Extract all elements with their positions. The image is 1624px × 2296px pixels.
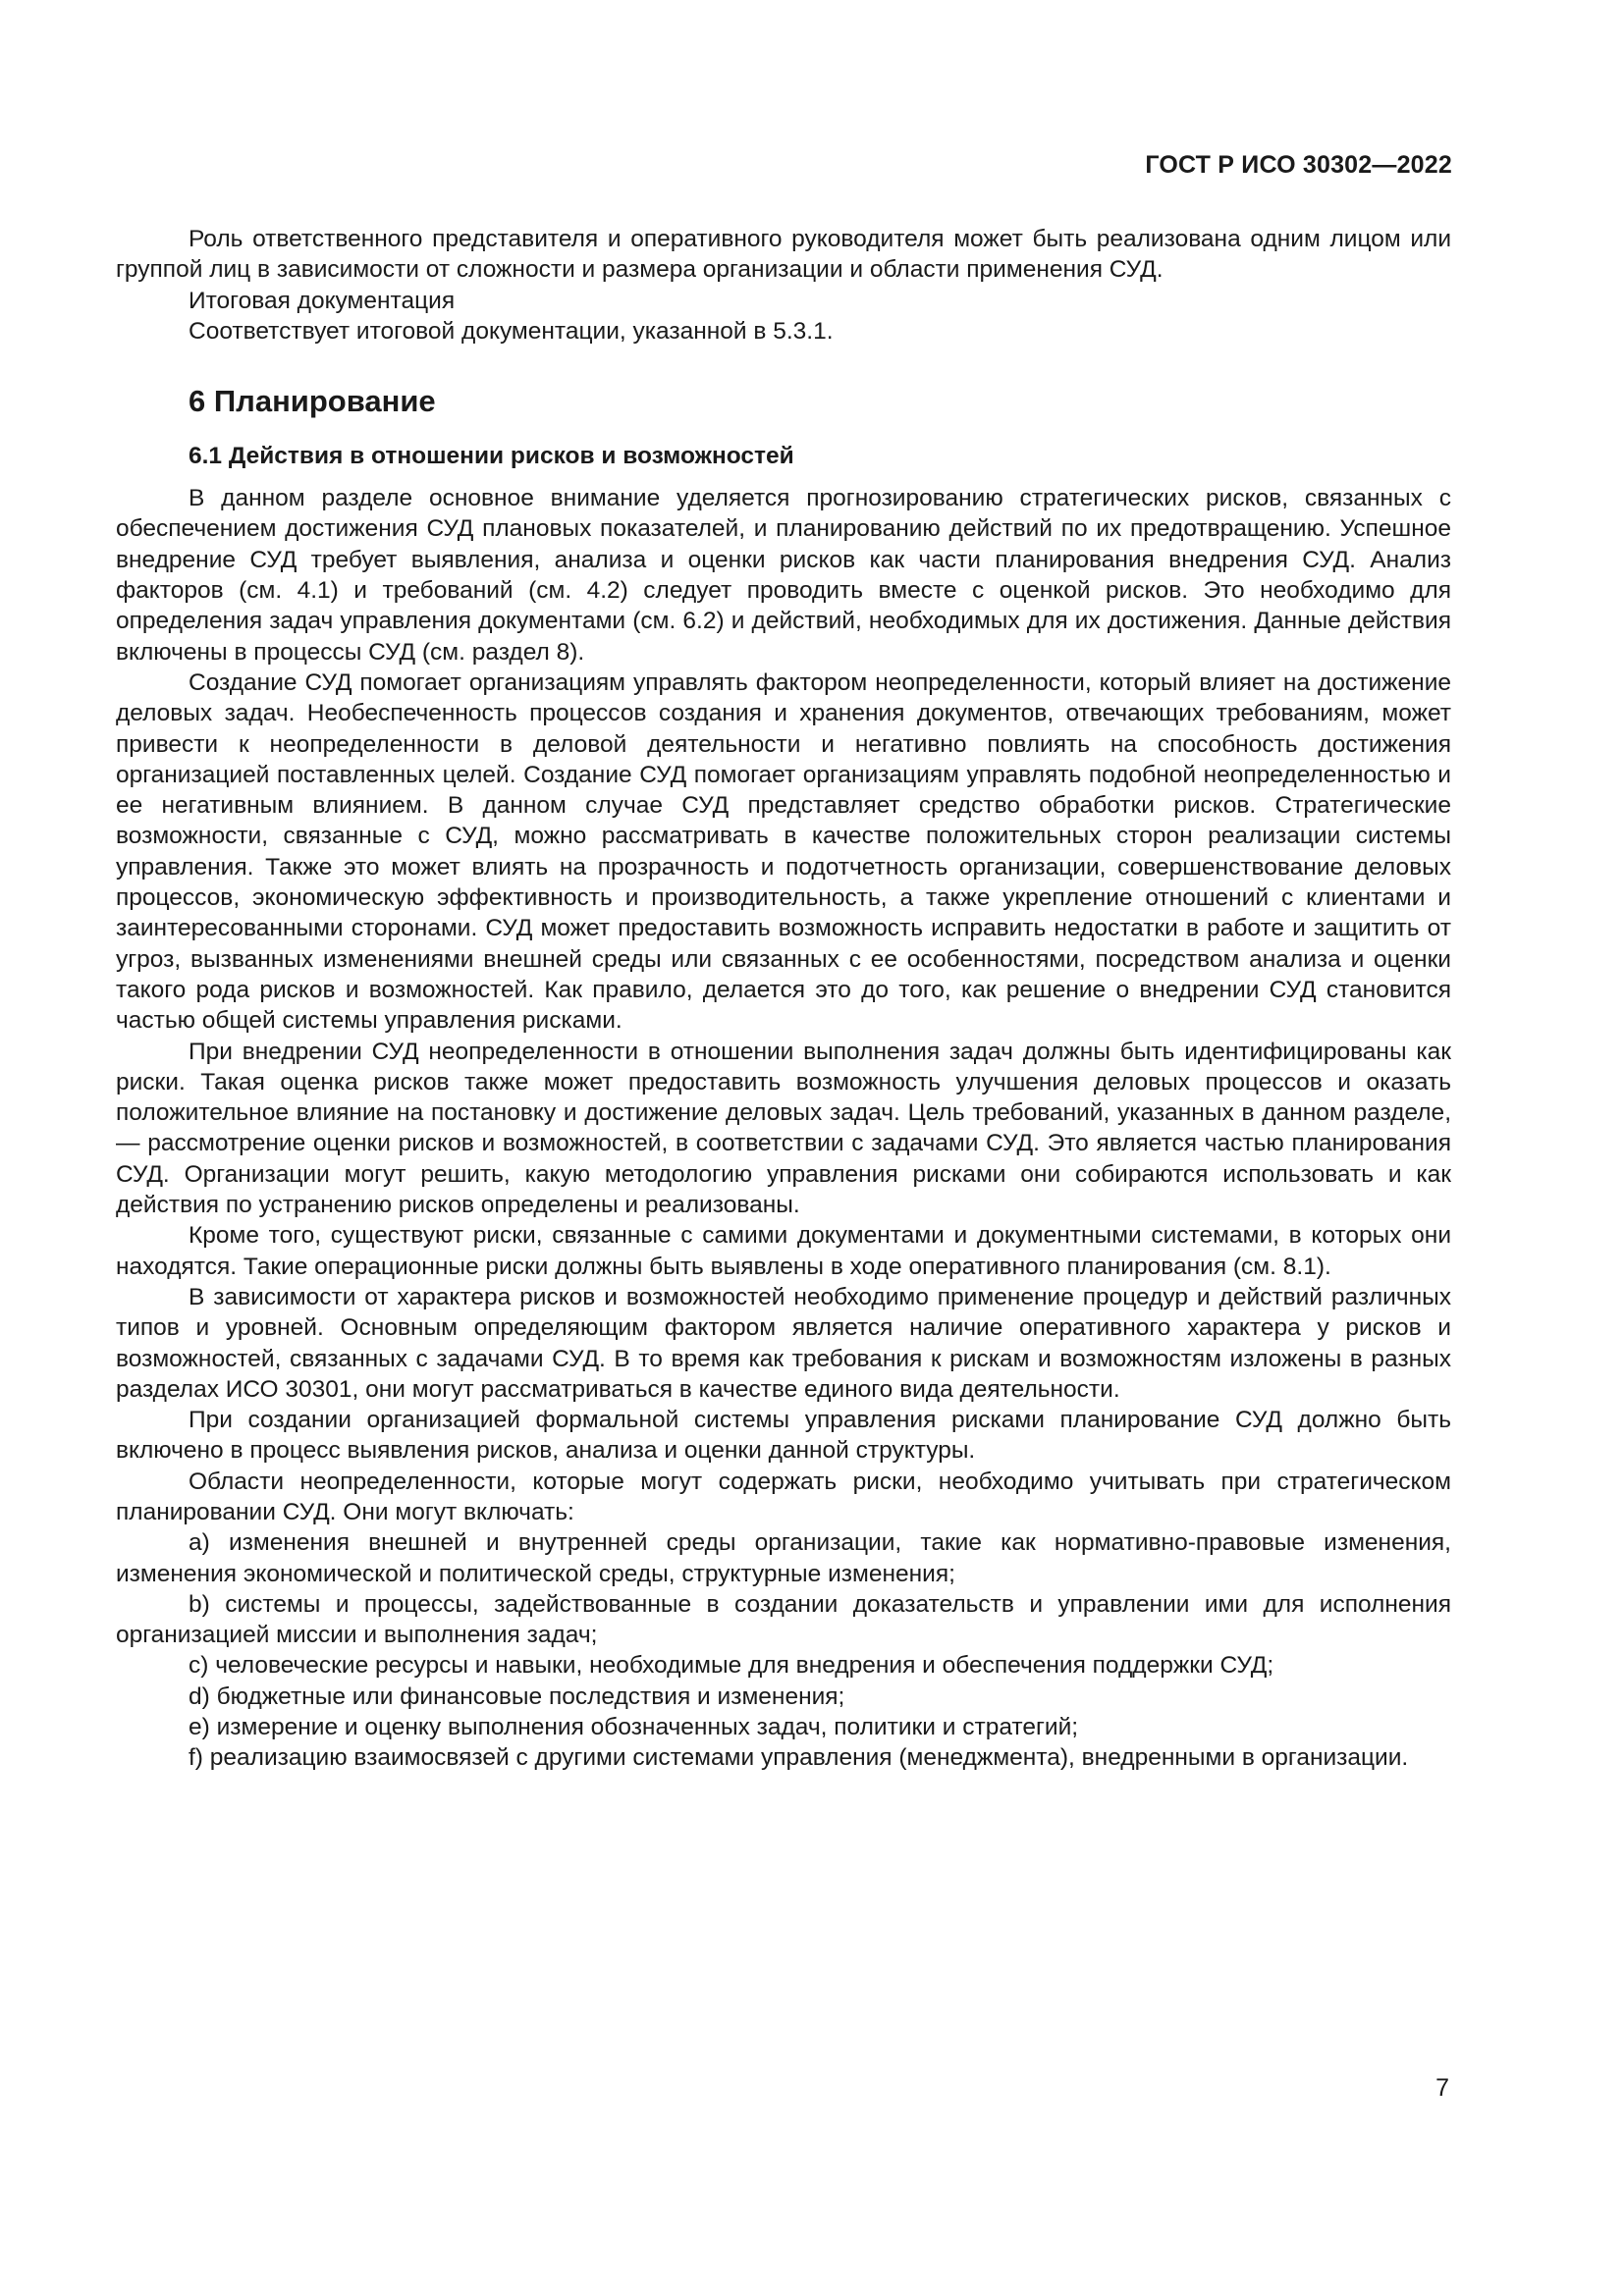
intro-paragraph: Итоговая документация <box>189 287 456 314</box>
intro-paragraph: Соответствует итоговой документации, указанной в 5.3.1. <box>189 317 834 345</box>
page-number: 7 <box>1435 2074 1449 2102</box>
body-paragraph: Области неопределенности, которые могут содержать риски, необходимо учитывать при стратегическом планировании СУД. Они могут включать: <box>116 1468 1451 1525</box>
subsection-title: 6.1 Действия в отношении рисков и возможностей <box>189 443 794 470</box>
body-paragraph: При создании организацией формальной системы управления рисками планирование СУД должно быть включено в процесс выявления рисков, анализа и оценки данной структуры. <box>116 1407 1451 1465</box>
list-item: e) измерение и оценку выполнения обозначенных задач, политики и стратегий; <box>189 1714 1079 1741</box>
body-paragraph: Кроме того, существуют риски, связанные с самими документами и документными системами, в которых они находятся. Такие операционные риски должны быть выявлены в ходе оперативного планирования (см. 8.1). <box>116 1222 1451 1280</box>
list-item: d) бюджетные или финансовые последствия и изменения; <box>189 1682 845 1710</box>
list-item: c) человеческие ресурсы и навыки, необходимые для внедрения и обеспечения поддержки СУД; <box>189 1652 1274 1680</box>
document-header: ГОСТ Р ИСО 30302—2022 <box>1145 151 1452 179</box>
body-paragraph: Создание СУД помогает организациям управлять фактором неопределенности, который влияет на достижение деловых задач. Необеспеченность процессов создания и хранения документов, отвечающих требованиям, может привести к неопределенности в деловой деятельности и негативно повлиять на способность достижения организацией поставленных целей. Создание СУД помогает организациям управлять подобной неопределенностью и ее негативным влиянием. В данном случае СУД представляет средство обработки рисков. Стратегические возможности, связанные с СУД, можно рассматривать в качестве положительных сторон реализации системы управления. Также это может влиять на прозрачность и подотчетность организации, совершенствование деловых процессов, экономическую эффективность и производительность, а также укрепление отношений с клиентами и заинтересованными сторонами. СУД может предоставить возможность исправить недостатки в работе и защитить от угроз, вызванных изменениями внешней среды или связанных с ее особенностями, посредством анализа и оценки такого рода рисков и возможностей. Как правило, делается это до того, как решение о внедрении СУД становится частью общей системы управления рисками. <box>116 668 1451 1035</box>
intro-paragraph: Роль ответственного представителя и оперативного руководителя может быть реализована одним лицом или группой лиц в зависимости от сложности и размера организации и области применения СУД. <box>116 226 1451 284</box>
body-paragraph: В зависимости от характера рисков и возможностей необходимо применение процедур и действий различных типов и уровней. Основным определяющим фактором является наличие оперативного характера у рисков и возможностей, связанных с задачами СУД. В то время как требования к рискам и возможностям изложены в разных разделах ИСО 30301, они могут рассматриваться в качестве единого вида деятельности. <box>116 1283 1451 1403</box>
list-item: f) реализацию взаимосвязей с другими системами управления (менеджмента), внедренными в организации. <box>189 1744 1409 1772</box>
section-title: 6 Планирование <box>189 384 436 419</box>
list-item: a) изменения внешней и внутренней среды организации, такие как нормативно-правовые изменения, изменения экономической и политической среды, структурные изменения; <box>116 1529 1451 1587</box>
list-item: b) системы и процессы, задействованные в создании доказательств и управлении ими для исполнения организацией миссии и выполнения задач; <box>116 1590 1451 1649</box>
body-paragraph: При внедрении СУД неопределенности в отношении выполнения задач должны быть идентифицированы как риски. Такая оценка рисков также может предоставить возможность улучшения деловых процессов и оказать положительное влияние на постановку и достижение деловых задач. Цель требований, указанных в данном разделе, — рассмотрение оценки рисков и возможностей, в соответствии с задачами СУД. Это является частью планирования СУД. Организации могут решить, какую методологию управления рисками они собираются использовать и как действия по устранению рисков определены и реализованы. <box>116 1038 1451 1219</box>
body-paragraph: В данном разделе основное внимание уделяется прогнозированию стратегических рисков, связанных с обеспечением достижения СУД плановых показателей, и планированию действий по их предотвращению. Успешное внедрение СУД требует выявления, анализа и оценки рисков как части планирования внедрения СУД. Анализ факторов (см. 4.1) и требований (см. 4.2) следует проводить вместе с оценкой рисков. Это необходимо для определения задач управления документами (см. 6.2) и действий, необходимых для их достижения. Данные действия включены в процессы СУД (см. раздел 8). <box>116 485 1451 666</box>
document-body <box>116 224 1451 1774</box>
